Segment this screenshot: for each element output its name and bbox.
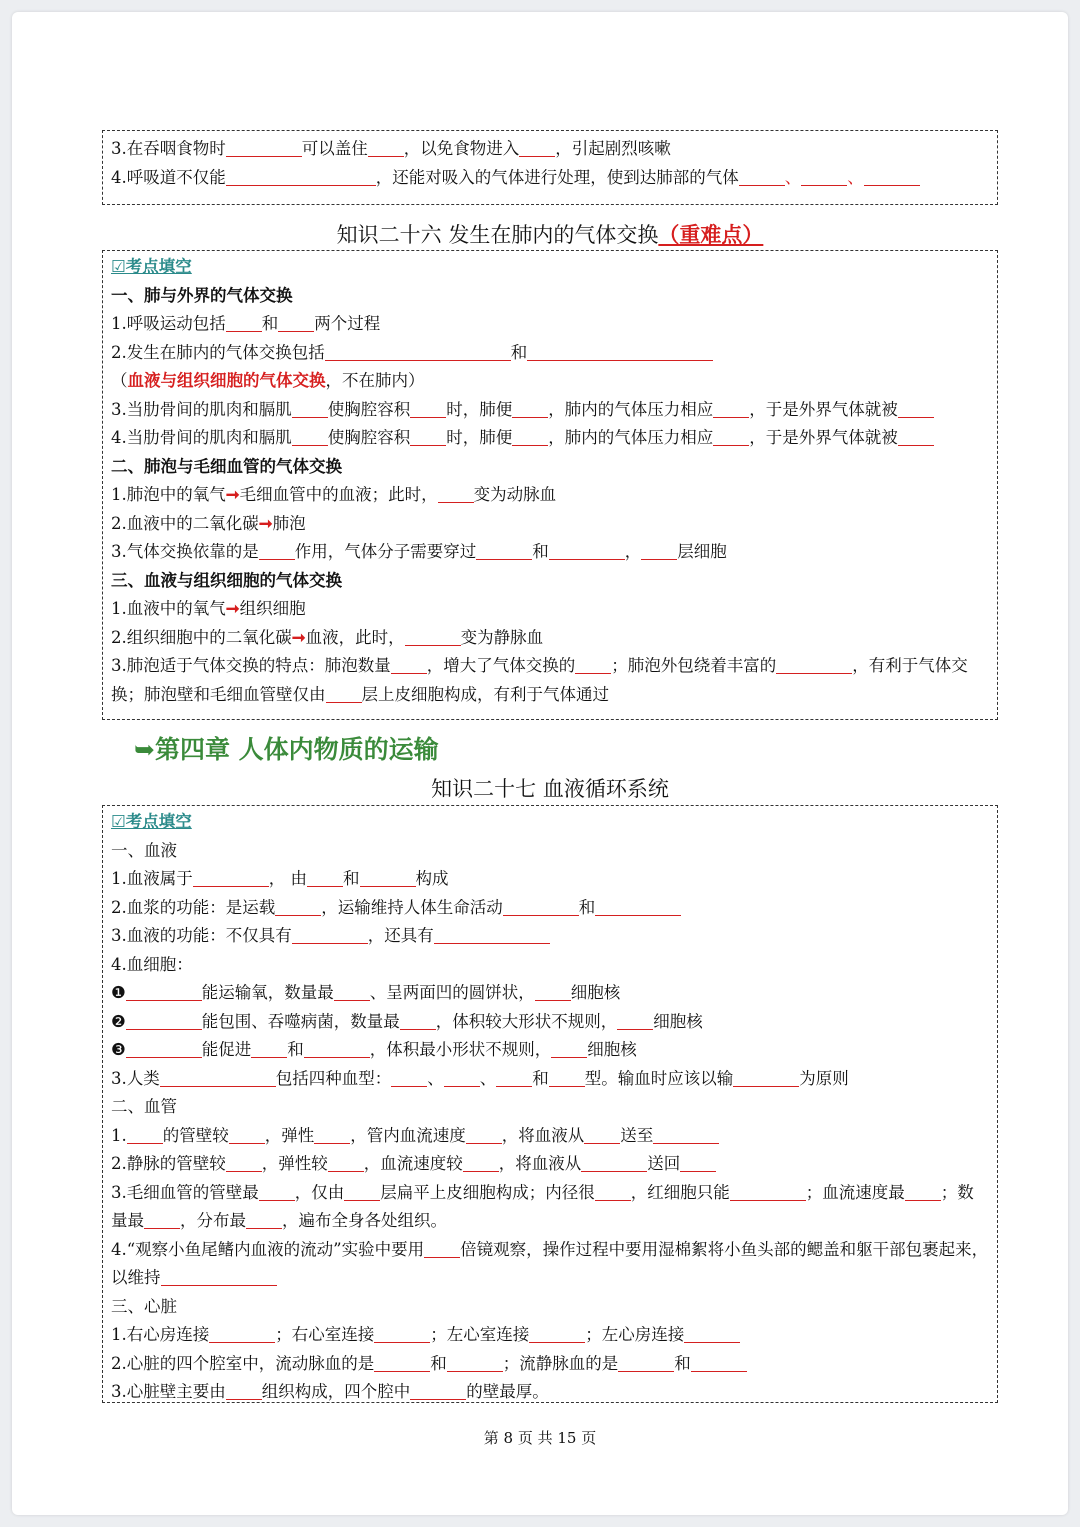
question-line: 2.静脉的管壁较 ，弹性较 ，血流速度较 ，将血液从 送回 [111,1150,989,1179]
subsection-heading: 一、肺与外界的气体交换 [111,285,293,305]
answer-blank[interactable] [503,896,579,916]
answer-blank[interactable] [438,483,474,503]
answer-blank[interactable] [226,1380,262,1400]
question-line: 1.血液中的氧气➞组织细胞 [111,599,306,618]
answer-blank[interactable] [463,1152,499,1172]
answer-blank[interactable] [680,1152,716,1172]
question-line: 3.在吞咽食物时 可以盖住 ，以免食物进入 ，引起剧烈咳嗽 [111,139,671,158]
answer-blank[interactable] [126,981,202,1001]
question-line: 1.肺泡中的氧气➞毛细血管中的血液；此时， 变为动脉血 [111,485,557,504]
answer-blank[interactable] [575,654,611,674]
question-line: 3.气体交换依靠的是 作用，气体分子需要穿过 和 ， 层细胞 [111,542,727,561]
box-lung-gas-exchange [102,250,998,720]
chapter-title: ➥第四章 人体内物质的运输 [134,735,439,764]
answer-blank[interactable] [641,540,677,560]
question-line: 1.右心房连接 ；右心室连接 ；左心室连接 ；左心房连接 [111,1321,989,1350]
answer-blank[interactable] [259,540,295,560]
answer-blank[interactable] [595,896,681,916]
question-line: 4.“观察小鱼尾鳍内血液的流动”实验中要用 倍镜观察，操作过程中要用湿棉絮将小鱼头部的鳃盖和躯干部包裹起来，以维持 [111,1239,989,1287]
answer-blank[interactable] [325,341,511,361]
answer-blank[interactable] [496,1067,532,1087]
question-line: 2.心脏的四个腔室中，流动脉血的是 和 ；流静脉血的是 和 [111,1350,989,1379]
answer-blank[interactable] [314,1124,350,1144]
question-line: 2.组织细胞中的二氧化碳➞血液，此时， 变为静脉血 [111,627,544,647]
answer-blank[interactable] [292,398,328,418]
answer-blank[interactable] [374,1323,430,1343]
question-line: ❸ 能促进 和 ，体积最小形状不规则， 细胞核 [111,1040,637,1059]
answer-blank[interactable] [466,1124,502,1144]
answer-blank[interactable] [535,981,571,1001]
question-line: 4.血细胞： [111,954,193,974]
answer-blank[interactable] [344,1181,380,1201]
answer-blank[interactable] [527,341,713,361]
answer-blank[interactable] [684,1323,740,1343]
answer-blank[interactable] [653,1124,719,1144]
answer-blank[interactable] [617,1010,653,1030]
box-respiratory-tract [102,130,998,205]
answer-blank[interactable] [278,312,314,332]
box-blood-circulation [102,805,998,1403]
question-line: 2.血液中的二氧化碳➞肺泡 [111,513,306,533]
answer-blank[interactable] [424,1238,460,1258]
answer-blank[interactable] [307,867,343,887]
answer-blank[interactable] [226,1152,262,1172]
question-line: 3.肺泡适于气体交换的特点：肺泡数量 ，增大了气体交换的 ；肺泡外包绕着丰富的 ，有利于气体交换；肺泡壁和毛细血管壁仅由 层上皮细胞构成，有利于气体通过 [111,656,968,704]
answer-blank[interactable] [512,426,548,446]
answer-blank[interactable] [326,683,362,703]
answer-blank[interactable] [391,1067,427,1087]
question-line: 1.呼吸运动包括 和 两个过程 [111,314,381,333]
answer-blank[interactable] [447,1352,503,1372]
answer-blank[interactable] [226,166,376,186]
answer-blank[interactable] [713,398,749,418]
answer-blank[interactable] [193,867,269,887]
answer-blank[interactable] [292,924,368,944]
answer-blank[interactable] [581,1152,647,1172]
answer-blank[interactable] [229,1124,265,1144]
answer-blank[interactable] [519,137,555,157]
question-line: 2.发生在肺内的气体交换包括 和 [111,339,989,368]
answer-blank[interactable] [898,426,934,446]
answer-blank[interactable] [400,1010,436,1030]
answer-blank[interactable] [410,1380,466,1400]
answer-blank[interactable] [512,398,548,418]
section-title: 知识二十七 血液循环系统 [431,777,669,801]
answer-blank[interactable] [549,540,625,560]
answer-blank[interactable] [391,654,427,674]
answer-blank[interactable] [144,1209,180,1229]
answer-blank[interactable] [730,1181,806,1201]
question-line: 1.血液属于 ， 由 和 构成 [111,869,449,888]
subsection-heading: 三、血液与组织细胞的气体交换 [111,570,342,590]
subsection-heading: 一、血液 [111,840,177,860]
section-title: 知识二十六 发生在肺内的气体交换（重难点） [336,223,764,247]
subsection-heading: 二、肺泡与毛细血管的气体交换 [111,456,342,476]
answer-blank[interactable] [405,626,461,646]
question-line: 2.血浆的功能：是运载 ，运输维持人体生命活动 和 [111,894,989,923]
answer-blank[interactable] [584,1124,620,1144]
arrow-icon: ➞ [225,485,240,504]
answer-blank[interactable] [618,1352,674,1372]
answer-blank[interactable] [126,1010,202,1030]
answer-blank[interactable] [444,1067,480,1087]
answer-blank[interactable] [246,1209,282,1229]
answer-blank[interactable] [864,166,920,186]
answer-blank[interactable] [434,924,550,944]
question-line: 4.呼吸道不仅能 ，还能对吸入的气体进行处理，使到达肺部的气体 、 、 [111,164,989,193]
page-number: 第 8 页 共 15 页 [483,1429,597,1447]
answer-blank[interactable] [259,1181,295,1201]
answer-blank[interactable] [275,896,321,916]
answer-blank[interactable] [226,312,262,332]
answer-blank[interactable] [739,166,785,186]
answer-blank[interactable] [161,1266,277,1286]
answer-blank[interactable] [905,1181,941,1201]
question-line: 1. 的管壁较 ，弹性 ，管内血流速度 ，将血液从 送至 [111,1122,989,1151]
answer-blank[interactable] [776,654,852,674]
question-line: ❶ 能运输氧，数量最 、呈两面凹的圆饼状， 细胞核 [111,983,621,1002]
answer-blank[interactable] [226,137,302,157]
exam-fill-label: ☑考点填空 [111,812,192,831]
arrow-icon: ➞ [225,599,240,618]
answer-blank[interactable] [328,1152,364,1172]
answer-blank[interactable] [733,1067,799,1087]
answer-blank[interactable] [801,166,847,186]
answer-blank[interactable] [209,1323,275,1343]
answer-blank[interactable] [292,426,328,446]
question-line: ❷ 能包围、吞噬病菌，数量最 ，体积较大形状不规则， 细胞核 [111,1011,703,1031]
answer-blank[interactable] [410,398,446,418]
note-line: （血液与组织细胞的气体交换，不在肺内） [111,371,425,390]
answer-blank[interactable] [304,1038,370,1058]
answer-blank[interactable] [334,981,370,1001]
question-line: 3.人类 包括四种血型： 、 、 和 型。输血时应该以输 为原则 [111,1068,849,1088]
document-page [12,12,1068,1515]
answer-blank[interactable] [691,1352,747,1372]
arrow-icon: ➞ [291,627,306,647]
answer-blank[interactable] [251,1038,287,1058]
arrow-icon: ➞ [258,513,273,533]
answer-blank[interactable] [374,1352,430,1372]
question-line: 3.毛细血管的管壁最 ，仅由 层扁平上皮细胞构成；内径很 ，红细胞只能 ；血流速度最 ；数量最 ，分布最 ，遍布全身各处组织。 [111,1182,974,1230]
answer-blank[interactable] [360,867,416,887]
question-line: 3.当肋骨间的肌肉和膈肌 使胸腔容积 时，肺便 ，肺内的气体压力相应 ，于是外界气体就被 [111,396,989,425]
answer-blank[interactable] [160,1067,276,1087]
answer-blank[interactable] [410,426,446,446]
answer-blank[interactable] [529,1323,585,1343]
answer-blank[interactable] [126,1038,202,1058]
answer-blank[interactable] [551,1038,587,1058]
answer-blank[interactable] [127,1124,163,1144]
answer-blank[interactable] [595,1181,631,1201]
question-line: 3.血液的功能：不仅具有 ，还具有 [111,922,989,951]
answer-blank[interactable] [713,426,749,446]
subsection-heading: 三、心脏 [111,1296,177,1316]
question-line: 4.当肋骨间的肌肉和膈肌 使胸腔容积 时，肺便 ，肺内的气体压力相应 ，于是外界气体就被 [111,424,989,453]
answer-blank[interactable] [476,540,532,560]
exam-fill-label: ☑考点填空 [111,257,192,276]
answer-blank[interactable] [549,1067,585,1087]
subsection-heading: 二、血管 [111,1097,177,1116]
question-line: 3.心脏壁主要由 组织构成，四个腔中 的壁最厚。 [111,1382,549,1401]
answer-blank[interactable] [898,398,934,418]
answer-blank[interactable] [368,137,404,157]
